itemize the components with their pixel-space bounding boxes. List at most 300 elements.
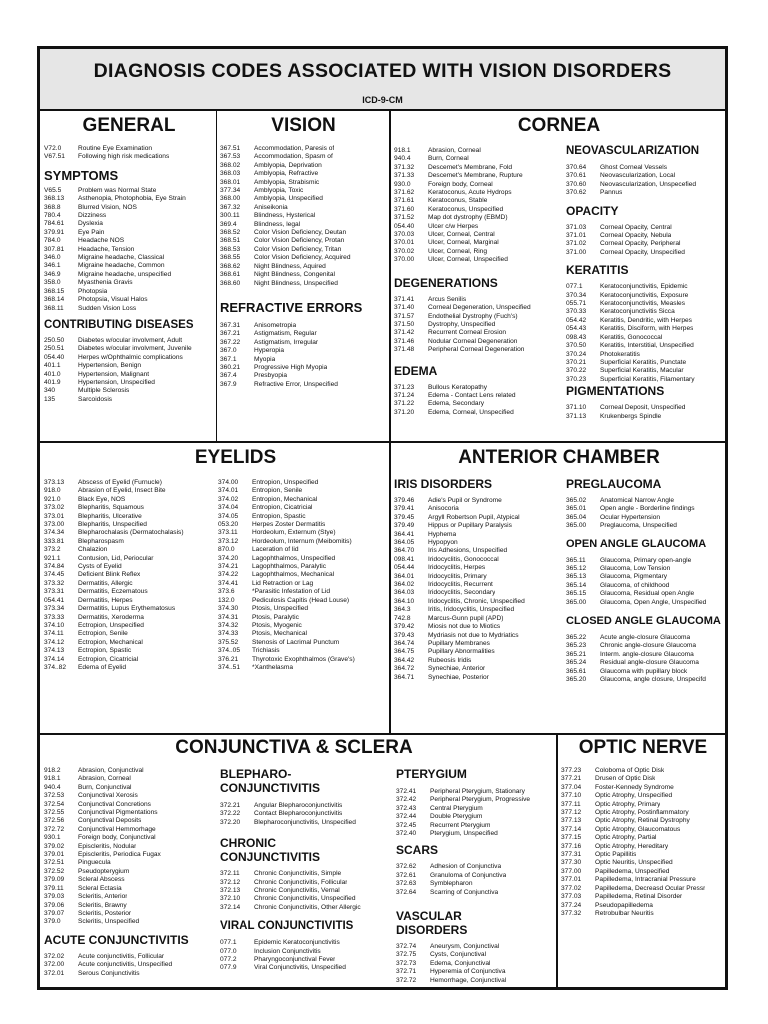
code-row [218,546,386,554]
vision-section [220,115,387,389]
diagnosis-description: Glaucoma, of childhood [600,581,670,589]
diagnosis-code: 364.70 [394,547,415,555]
diagnosis-code: 374.41 [218,579,239,587]
diagnosis-code: 379.49 [394,522,415,530]
code-row [218,630,386,638]
code-row [220,280,387,288]
code-row [396,943,552,951]
diagnosis-code: 370.23 [566,375,587,383]
diagnosis-code: 364.74 [394,639,415,647]
code-row [220,372,387,380]
diagnosis-code: 367.51 [220,145,241,152]
diagnosis-description: Accommodation, Paresis of [254,145,335,152]
diagnosis-code: 370.22 [566,367,587,375]
diagnosis-code: 374.20 [218,554,239,562]
diagnosis-code: 376.21 [218,655,239,663]
diagnosis-description: Iridocyclitis, Chronic, Unspecified [428,597,525,605]
diagnosis-code: 930.1 [44,834,61,842]
code-row [44,187,214,195]
code-row [566,300,726,308]
diagnosis-description: Conjunctival Hemmorhage [78,825,156,833]
code-row [566,172,726,180]
code-row [396,796,552,804]
code-row [566,325,726,333]
diagnosis-description: Dermatitis, Xeroderma [78,613,144,621]
diagnosis-description: Color Vision Deficiency, Protan [254,237,345,245]
code-row [44,792,214,800]
diagnosis-description: Residual angle-closure Glaucoma [600,659,699,667]
diagnosis-code: 371.02 [566,240,587,248]
diagnosis-code: 372.22 [220,810,241,818]
diagnosis-description: Edema, Conjunctival [430,959,491,967]
code-row [44,387,214,395]
diagnosis-code: 372.11 [220,870,240,878]
code-row [44,220,214,228]
diagnosis-code: 373.12 [218,537,239,545]
code-row [44,529,212,537]
diagnosis-code: 365.12 [566,565,587,573]
code-row [44,588,212,596]
diagnosis-code: 401.0 [44,370,61,378]
diagnosis-code: 368.00 [220,195,241,203]
diagnosis-code: 377.04 [561,783,582,791]
blepharoconjunctivitis-heading: BLEPHARO- CONJUNCTIVITIS [220,767,321,795]
code-row [44,775,214,783]
diagnosis-code: 300.11 [220,212,240,220]
code-row [220,187,387,195]
diagnosis-code: 377.34 [220,187,241,195]
iris-disorders-heading: IRIS DISORDERS [394,477,493,491]
diagnosis-description: Synechiae, Posterior [428,673,489,681]
blepharoconjunctivitis-list [220,802,392,827]
code-row [561,885,725,893]
diagnosis-description: Anisocoria [428,505,459,513]
code-row [394,665,562,673]
diagnosis-code: 742.8 [394,614,411,622]
diagnosis-code: 371.57 [394,312,415,320]
chronic-conjunctivitis-list [220,870,392,912]
code-row [44,487,212,495]
diagnosis-description: Papilledema, Unspecified [595,867,670,875]
diagnosis-code: 370.02 [394,247,415,255]
diagnosis-description: Hippus or Pupillary Paralysis [428,522,512,530]
code-row [218,605,386,613]
code-row [566,164,726,172]
diagnosis-description: Hypertension, Malignant [78,370,150,378]
diagnosis-code: 370.60 [566,180,587,188]
diagnosis-description: Color Vision Deficiency, Deutan [254,229,347,237]
diagnosis-code: 379.43 [394,631,415,639]
diagnosis-code: 370.62 [566,189,587,197]
vision-heading: VISION [271,115,336,136]
diagnosis-description: Chronic Conjunctivitis, Unspecified [254,895,356,903]
diagnosis-description: Abrasion of Eyelid, Insect Bite [78,487,166,495]
diagnosis-code: 370.61 [566,172,587,180]
code-row [561,843,725,851]
diagnosis-code: 374.32 [218,621,239,629]
diagnosis-description: Endothelial Dystrophy (Fuch's) [428,312,518,320]
code-row [394,598,562,606]
diagnosis-description: Hemorrhage, Conjunctival [430,976,507,984]
open-angle-glaucoma-heading: OPEN ANGLE GLAUCOMA [566,537,707,550]
code-row [218,513,386,521]
diagnosis-description: Double Pterygium [430,813,483,821]
diagnosis-description: Hypertension, Benign [78,362,142,370]
diagnosis-description: Conjunctival Concretions [78,800,151,808]
preglaucoma-heading: PREGLAUCOMA [566,477,662,491]
diagnosis-code: 364.05 [394,539,415,547]
code-row [566,413,726,421]
diagnosis-code: 374.12 [44,638,65,646]
diagnosis-description: Pseudopterygium [78,867,130,875]
diagnosis-code: 364.10 [394,597,415,605]
keratitis-heading: KERATITIS [566,263,629,278]
diagnosis-code: 370.33 [566,308,587,316]
diagnosis-code: 367.21 [220,330,241,338]
diagnosis-code: 346.9 [44,270,61,278]
cornea-heading: CORNEA [517,115,601,136]
diagnosis-description: Iridocyclitis, Gonococcal [428,555,499,563]
diagnosis-description: Glaucoma, Low Tension [600,565,671,573]
code-row [394,648,562,656]
code-row [394,346,560,354]
diagnosis-code: 374.22 [218,571,239,579]
diagnosis-code: 364.41 [394,530,415,538]
code-row [44,337,214,345]
diagnosis-code: 372.40 [396,830,417,838]
diagnosis-description: Glaucoma, Pigmentary [600,573,668,581]
diagnosis-description: Keratoconus, Acute Hydrops [428,189,512,197]
diagnosis-code: 054.43 [566,325,587,333]
diagnosis-code: 371.61 [394,197,415,205]
diagnosis-code: 377.10 [561,792,582,800]
code-row [394,304,560,312]
code-row [394,206,560,214]
code-row [44,859,214,867]
diagnosis-description: Edema - Contact Lens related [428,391,516,399]
eyelids-list-left [44,479,212,672]
anterior-chamber-heading: ANTERIOR CHAMBER [458,447,660,468]
diagnosis-code: 377.23 [561,767,582,774]
code-row [394,313,560,321]
diagnosis-description: Recurrent Pterygium [430,821,491,829]
diagnosis-code: 346.0 [44,254,61,262]
code-row [44,571,212,579]
diagnosis-description: Astigmatism, Regular [254,330,317,338]
divider [216,111,217,441]
diagnosis-code: 365.04 [566,513,587,521]
diagnosis-description: Deficient Blink Reflex [78,571,141,579]
diagnosis-code: 371.20 [394,408,415,416]
code-row [220,246,387,254]
conjunctiva-sclera-section [44,737,554,984]
diagnosis-description: Iridocyclitis, Primary [428,572,487,580]
code-row [396,822,552,830]
code-row [44,254,214,262]
scars-list [396,863,552,897]
diagnosis-code: 054.44 [394,564,415,572]
diagnosis-description: Map dot dystrophy (EBMD) [428,214,508,222]
diagnosis-code: 374.30 [218,605,239,613]
diagnosis-description: Marcus-Gunn pupil (APD) [428,614,504,622]
diagnosis-code: 373.00 [44,521,65,529]
diagnosis-description: Entropion, Cicatricial [252,504,313,512]
code-row [44,817,214,825]
diagnosis-description: Ptosis, Myogenic [252,621,302,629]
diagnosis-description: Iridocyclitis, Recurrent [428,581,493,589]
edema-list [394,384,560,418]
diagnosis-description: Corneal Opacity, Nebula [600,232,672,240]
code-row [561,868,725,876]
code-row [44,195,214,203]
code-row [218,622,386,630]
diagnosis-description: Superficial Keratitis, Filamentary [600,375,695,383]
diagnosis-code: 077.1 [220,939,237,947]
diagnosis-description: Glaucoma, Open Angle, Unspecified [600,598,707,606]
diagnosis-description: Blepharitis, Ulcerative [78,512,142,520]
code-row [220,939,392,947]
code-row [220,879,392,887]
diagnosis-code: 372.56 [44,817,65,825]
diagnosis-code: 365.23 [566,642,587,650]
diagnosis-code: 135 [44,395,56,403]
diagnosis-code: 372.75 [396,951,417,959]
refractive-errors-heading: REFRACTIVE ERRORS [220,299,363,315]
diagnosis-code: 374.10 [44,621,65,629]
diagnosis-code: 367.0 [220,347,237,355]
diagnosis-code: 401.1 [44,362,61,370]
code-row [566,240,726,248]
diagnosis-description: Problem was Normal State [78,186,157,194]
diagnosis-description: Entropion, Mechanical [252,495,318,503]
diagnosis-code: 364.72 [394,665,415,673]
diagnosis-description: Lagophthalmos, Paralytic [252,563,327,571]
diagnosis-description: Abrasion, Corneal [428,147,481,154]
code-row [394,556,562,564]
code-row [44,279,214,287]
diagnosis-description: Dyslexia [78,220,103,228]
diagnosis-code: 371.33 [394,172,415,180]
diagnosis-code: 940.4 [394,155,411,163]
diagnosis-code: 374.02 [218,495,239,503]
diagnosis-description: Headache NOS [78,237,125,245]
diagnosis-code: 365.21 [566,650,587,658]
code-row [396,960,552,968]
code-row [396,951,552,959]
diagnosis-code: 370.03 [394,231,415,239]
diagnosis-code: 377.01 [561,876,582,884]
diagnosis-code: 370.50 [566,342,587,350]
pterygium-list [396,788,552,838]
code-row [220,145,387,153]
diagnosis-description: Optic Neuritis, Unspecified [595,859,673,867]
diagnosis-description: Granuloma of Conjunctiva [430,871,507,879]
code-row [394,239,560,247]
code-row [396,872,552,880]
diagnosis-code: 921.0 [44,495,61,503]
code-row [218,563,386,571]
diagnosis-code: 367.53 [220,153,241,161]
diagnosis-description: Following high risk medications [78,153,170,161]
code-row [44,229,214,237]
diagnosis-description: Angular Blepharoconjunctivitis [254,802,343,809]
code-row [44,296,214,304]
diagnosis-code: 372.72 [44,825,65,833]
code-row [566,590,726,598]
code-row [561,834,725,842]
code-row [561,767,725,775]
diagnosis-code: 374.21 [218,563,239,571]
code-row [220,381,387,389]
code-row [44,801,214,809]
diagnosis-code: 368.51 [220,237,241,245]
diagnosis-description: Descemet's Membrane, Fold [428,163,513,171]
diagnosis-description: Optic Atrophy, Hereditary [595,842,669,850]
code-row [44,354,214,362]
diagnosis-description: Burn, Conjunctival [78,783,132,791]
diagnosis-description: Refractive Error, Unspecified [254,380,338,388]
diagnosis-description: Glaucoma, Primary open-angle [600,556,692,564]
code-row [394,522,562,530]
diagnosis-description: Hyperemia of Conjunctiva [430,968,506,976]
code-row [394,497,562,505]
diagnosis-code: 373.01 [44,512,65,520]
diagnosis-description: Acute conjunctivitis, Unspecified [78,961,173,969]
diagnosis-code: 368.14 [44,296,65,304]
diagnosis-code: 372.14 [220,903,241,911]
symptoms-heading: SYMPTOMS [44,167,119,183]
code-row [561,817,725,825]
code-row [394,505,562,513]
code-row [394,256,560,264]
diagnosis-code: 367.32 [220,203,241,211]
diagnosis-description: Chronic Conjunctivitis, Vernal [254,887,340,895]
keratitis-list [566,283,726,384]
eyelids-list-right [218,479,386,672]
code-row [394,573,562,581]
diagnosis-description: Migraine headache, unspecified [78,270,172,278]
diagnosis-code: 379.11 [44,884,64,892]
diagnosis-description: Acute angle-closure Glaucoma [600,634,691,642]
general-section [44,115,214,404]
diagnosis-code: 371.62 [394,189,415,197]
diagnosis-code: 077.9 [220,964,237,972]
diagnosis-code: 379.02 [44,842,65,850]
diagnosis-code: 372.20 [220,818,241,826]
code-row [44,396,214,404]
code-row [394,539,562,547]
diagnosis-description: Descemet's Membrane, Rupture [428,172,523,180]
code-row [396,813,552,821]
viral-conjunctivitis-list [220,939,392,973]
diagnosis-description: Asthenopia, Photophobia, Eye Strain [78,195,186,203]
diagnosis-description: Ghost Corneal Vessels [600,164,668,171]
code-row [44,910,214,918]
diagnosis-code: 379.41 [394,505,415,513]
code-row [44,893,214,901]
code-row [44,605,212,613]
diagnosis-description: Epidemic Keratoconjunctivitis [254,939,340,947]
diagnosis-description: *Xanthelasma [252,663,294,671]
preglaucoma-list [566,497,726,531]
diagnosis-description: Herpes w/Ophthalmic complications [78,353,183,361]
diagnosis-code: 365.15 [566,590,587,598]
code-row [394,581,562,589]
code-row [566,351,726,359]
diagnosis-description: Color Vision Deficiency, Acquired [254,254,351,262]
closed-angle-glaucoma-list [566,634,726,684]
diagnosis-description: Entropion, Unspecified [252,479,319,486]
code-row [218,496,386,504]
diagnosis-code: 918.2 [44,767,61,774]
code-row [44,902,214,910]
diagnosis-code: 054.40 [44,353,65,361]
code-row [220,810,392,818]
diagnosis-description: Neovascularization, Unspecefied [600,180,697,188]
diagnosis-description: Krukenbergs Spindle [600,412,662,420]
code-row [566,224,726,232]
diagnosis-description: Scleritis, Posterior [78,909,132,917]
diagnosis-description: Ectropion, Senile [78,630,128,638]
diagnosis-code: 340 [44,387,56,395]
code-row [220,356,387,364]
code-row [566,573,726,581]
code-row [220,179,387,187]
diagnosis-code: 918.1 [44,775,61,783]
diagnosis-code: 371.50 [394,320,415,328]
code-row [44,639,212,647]
code-row [220,870,392,878]
diagnosis-code: 918.1 [394,147,411,154]
code-row [561,910,725,918]
code-row [218,504,386,512]
diagnosis-code: 371.46 [394,337,415,345]
diagnosis-code: 374.00 [218,479,239,486]
diagnosis-code: 377.15 [561,834,582,842]
diagnosis-description: Thyrotoxic Exophthalmos (Grave's) [252,655,355,663]
divider [40,441,725,443]
diagnosis-description: Photokeratitis [600,350,640,358]
code-row [44,246,214,254]
diagnosis-description: Pupillary Membranes [428,639,490,647]
diagnosis-description: Ulcer, Corneal, Central [428,231,495,239]
code-row [561,826,725,834]
diagnosis-description: Photopsia [78,287,108,295]
diagnosis-description: Optic Atrophy, Postinflammatory [595,809,689,817]
diagnosis-code: 369.4 [220,220,237,228]
diagnosis-description: Bullous Keratopathy [428,383,488,391]
code-row [44,305,214,313]
diagnosis-description: Keratoconjunctivitis, Exposure [600,291,689,299]
diagnosis-code: 368.03 [220,170,241,178]
code-row [218,538,386,546]
diagnosis-description: Black Eye, NOS [78,495,126,503]
diagnosis-description: Migraine headache, Common [78,262,165,270]
diagnosis-description: Ptosis, Mechanical [252,630,307,638]
code-row [394,674,562,682]
diagnosis-description: Inclusion Conjunctivitis [254,947,321,955]
diagnosis-description: Blindness, Hysterical [254,212,316,220]
optic-nerve-heading: OPTIC NERVE [578,737,708,758]
diagnosis-code: 368.60 [220,279,241,287]
diagnosis-description: Migraine headache, Classical [78,254,165,262]
diagnosis-code: 377.02 [561,884,582,892]
code-row [394,384,560,392]
cornea-list [394,147,560,265]
diagnosis-code: 372.21 [220,802,241,809]
code-row [394,409,560,417]
diagnosis-description: Corneal Opacity, Peripheral [600,240,681,248]
